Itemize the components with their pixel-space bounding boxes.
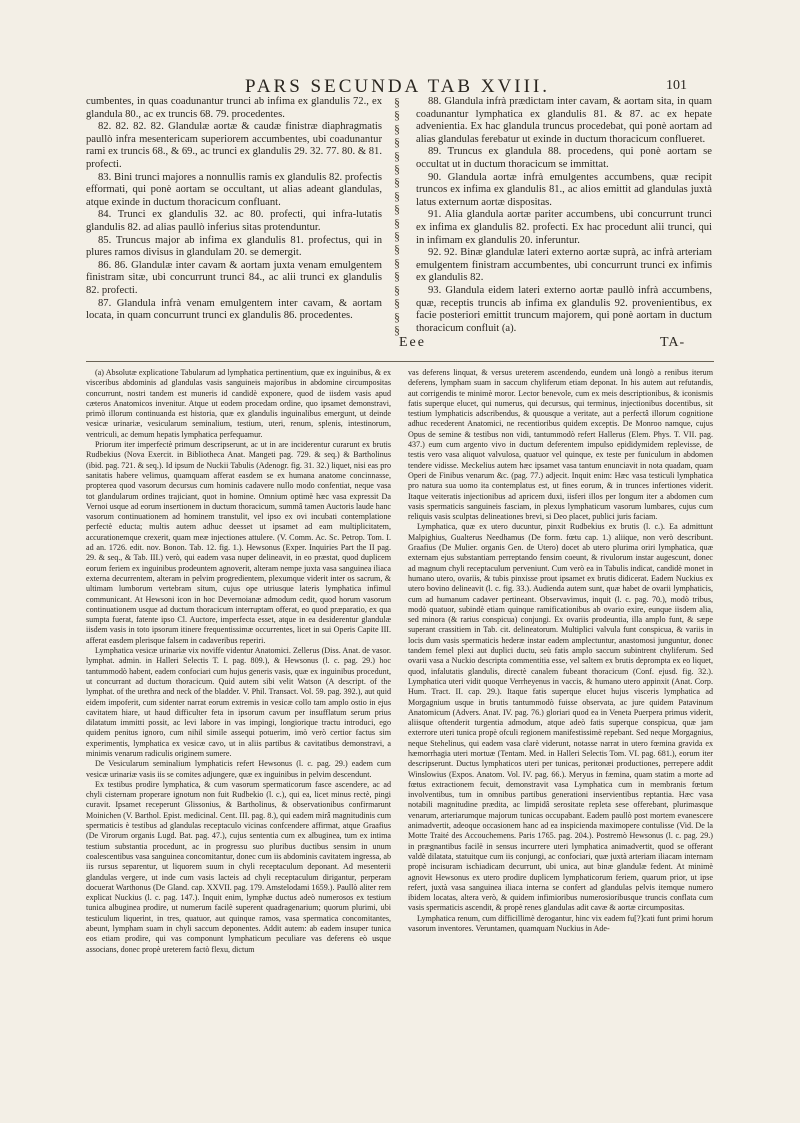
explanation-paragraph: 91. Alia glandula aortæ pariter accumbens, ubi concurrunt trunci ex infima ex glandulis 82. profecti. Ex hac procedunt alii trunci, qui in infimam ex glandulis 20. inferuntur. xyxy=(416,209,712,246)
catchword: TA- xyxy=(660,335,686,350)
explanation-paragraph: 92. 92. Binæ glandulæ lateri externo aortæ suprà, ac infrà arteriam emulgentem finistram accumbentes, ubi concurrunt trunci ex infimis ex glandulis 82. xyxy=(416,247,712,284)
ornament-glyph: § xyxy=(394,95,400,109)
page-title: PARS SECUNDA TAB XVIII. xyxy=(245,76,551,97)
explanation-paragraph: 85. Truncus major ab infima ex glandulis 81. profectus, qui in plures ramos divisus in glandulam 20. se demergit. xyxy=(86,234,382,259)
explanation-column-right xyxy=(416,96,712,335)
signature-mark: Eee xyxy=(399,335,426,350)
footnote-paragraph: (a) Absolutæ explicatione Tabularum ad lymphatica pertinentium, quæ ex inguinibus, & ex visceribus abdominis ad glandulas vasis sanguineis majoribus in abdomine circumpositas concurrunt, nostri tandem est muneris id candidè exponere, quod de iisdem vasis apud cæteros Anatomicos invenitur. Atque ut eodem procedam ordine, quo ipsamet demonstravi, primò illorum continuanda est historia, quæ ex glandulis inguinalibus emergunt, ut deinde vesicæ urinariæ, vesicularum seminalium, testium, uteri, renum, splenis, intestinorum, ventriculi, ac demum hepatis lymphatica perfequamur. xyxy=(86,368,391,439)
ornament-glyph: § xyxy=(394,202,400,217)
footnote-rule xyxy=(86,361,714,362)
ornament-glyph: § xyxy=(394,242,400,257)
ornament-glyph: § xyxy=(394,215,400,230)
ornament-glyph: § xyxy=(394,121,400,136)
footnote-column-left xyxy=(86,368,391,1120)
ornament-glyph: § xyxy=(394,282,400,297)
explanation-paragraph: 93. Glandula eidem lateri externo aortæ paullò infrà accumbens, quæ, receptis truncis ab infima ex glandulis 92. provenientibus, ex facie posteriori emittit truncum majorem, qui ponè aortam in ductum thoracicum confluit (a). xyxy=(416,284,712,334)
explanation-paragraph: 82. 82. 82. 82. Glandulæ aortæ & caudæ finistræ diaphragmatis paullò infra mesentericam superiorem accumbentes, ubi coadunantur rami ex truncis 68., & 69., ac trunci ex glandulis 29. 32. 77. 80. & 81. profecti. xyxy=(86,121,382,170)
footnote-paragraph: Ex testibus prodire lymphatica, & cum vasorum spermaticorum fasce ascendere, ac ad chyli cisternam properare ignotum non fuit Rudbekio (l. c.), qui ea, licet minus rectè, pingi curavit. Ipsamet receperunt Glissonius, & Bartholinus, & observationibus confirmarunt Moinichen (V. Barthol. Epist. medicinal. Cent. III. pag. 8.), qui eadem mirâ magnitudinis cum spermaticis è testibus ad glandulas receptaculo vicinas confcendere affirmat, atque Graafius (De Virorum organis Lugd. Bat. pag. 47.), cujus sententia cum ex albuginea, tum ex intima testium substantia procedunt, ac in progressu suo pluribus ductibus sensim in unum coalescentibus vasa sanguinea concomitantur, donec cum iis abdominis cavitatem ingressa, ab iis rursus separentur, ut liquorem suum in chyli receptaculum deponant. Ad mesenterii glandulas vergere, ut inde cum vasis lacteis ad chyli receptaculum dirigantur, perperam docuerat Warthonus (De Gland. cap. XXVII. pag. 179. Amstelodami 1659.). Paullò aliter rem explicat Nuckius (l. c. pag. 147.). Inquit enim, lymphæ ductus adeò numerosos ex testium tunica albuginea prodire, ut numerum facilè superent quadragenarium; quorum plurimi, ubi testiculum liquerint, in tres, quatuor, aut quinque ramos, vasa spermatica concomitantes, abeunt, lympham suam in chyli saccum deponentes. Addit autem: ab eadem insuper tunica eos etiam prodire, qui vas componunt lymphaticum peculiare vas deferens eò usque associans, donec propè ureterem factò flexu, dictum xyxy=(86,779,391,954)
ornament-glyph: § xyxy=(394,108,400,123)
explanation-paragraph: 87. Glandula infrà venam emulgentem inter cavam, & aortam locata, in quam concurrunt trunci ex glandulis 86. procedentes. xyxy=(86,297,382,322)
page-number: 101 xyxy=(666,78,687,93)
ornament-glyph: § xyxy=(394,175,400,190)
footnote-paragraph: Lymphatica renum, cum difficillimè derogantur, hinc vix eadem fu[?]cati funt primi horum vasorum inventores. Veruntamen, quamquam Nuckius in Ade- xyxy=(408,913,713,934)
footnote-paragraph: Lymphatica, quæ ex utero ducuntur, pinxit Rudbekius ex brutis (l. c.). Ea admittunt Malpighius, Gualterus Needhamus (De form. fœtu cap. 1.) aliique, non verò describunt. Graafius (De Mulier. organis Gen. de Utero) docet ab utero plurima oriri lymphatica, quæ externam ejus substantiam perreptando fensim coeunt, & rivulorum instar augescunt, donec ad magnum chyli receptaculum perveniunt. Cum verò ea in Tabulis indicat, candidè monet in humano utero, ovariis, & tubis pinxisse prout ipsamet ex brutis didicerat. Eadem Nuckius ex utero bovino delineavit (l. c. fig. 33.). Audienda autem sunt, quæ habet de ovarii lymphaticis, cum ad humanum cadaver pertineant. Observavimus, inquit (l. c. pag. 70.), modò tribus, modò quatuor, subindè etiam quinque ramificationibus ab ovario exire, eunque iisdem alia, sed minora (& rarius conspicua) conjungi. Ex ovariis prodeuntia, illa amplo funt, & sæpe superant crassitiem in Tab. cit. delineatorum. Multiplici valvula funt conspicua, & variis in locis dum vasis spermaticis hederæ instar eadem amplectuntur, anastomosi junguntur, donec tandem femel plexi aut duplici ductu, seù fatis amplo saccum subintrent chyliferum. Sed ovarii vasa a Nuckio descripta commentitia esse, vel saltem ex brutis deprompta ex eo liquet, quod, infalutatis glandulis, directè canalem fubeant thoracicum (Conf. ejusd. fig. 32.). Lymphatica uteri vidit quoque Verrheyenus in vaccis, & humano utero appinxit (Anat. Corp. Hum. Tract. II. cap. 29.). Itaque fatis superque elucet hujus visceris lymphatica ad Morgagnium usque in brutis tantummodò fuisse observata, ac jure quidem Patavinum Anatomicum (Advers. Anat. IV. pag. 76.) gloriari quod ea in Veneta Puerpera primus viderit, aliisque oftenderit turgentia admodum, atque adeò fatis superque conspicua, quæ jam exterrore uteri tunica propè ofculi regionem manifestissimè repebant. Sed neque Morgagnius, neque Stehelinus, qui eadem vasa clarè viderunt, notasse narrat in utero fœmina gravida ex hæmorrhagia uteri mortuæ (Tentam. Med. in Halleri Selectis Tom. VI. pag. 681.), eorum iter descripserunt. Ductus lymphaticos uteri per tunicas, peritonæi productiones, perrepere addit Winslowius (Expos. Anatom. Vol. IV. pag. 66.). Meryus in fæmina, quam statim a morte ad fœtus extractionem fecuit, demonstravit vasa Lymphatica cum in membranis fœtum involventibus, tum in omnibus partibus generationi inservientibus reptantia. Hæc vasa notabili magnitudine prædita, ac limpidâ serositate repleta sese offerebant, plurimasque venarum, arteriarumque majorum tunicas occupabant. Eadem paullò post mortem evanescere animadvertit, adeoque occasionem hanc ad ea inspicienda maximopere contulisse (Vid. De la Motte Traité des Accouchemens. Paris 1765. pag. 204.). Postremò Hewsonus (l. c. pag. 29.) in prægnantibus facilè in sensus incurrere uteri lymphatica animadvertit, quod se offerant valdè dilatata, statuitque cum iis conjungi, ac confociari, quæ juxtà arteriam iliacam internam propè incisuram ischiadicam decurrunt, ubi unica, aut binæ glandulæ fedent. At minimè agnovit Hewsonus ex utero prodire duplicem lymphaticorum feriem, quarum prior, ut ipse refert, juxtà vasa sanguinea iliaca interna se confert ad glandulas pelvis itemque numero ibidem locatas, altera verò, & quidem infimioribus numerosioribusque truncis conflata cum vasis spermaticis ascendit, & propè renes glandulas adit cavæ & aortæ circumpositas. xyxy=(408,522,713,913)
footnote-paragraph: Priorum iter imperfectè primum descripserunt, ac ut in are inciderentur curarunt ex brutis Rudbekius (Nova Exercit. in Bibliotheca Anat. Mangeti pag. 729. & seq.) & Bartholinus (ibid. pag. 721. & seq.). Id ipsum de Nuckii Tabulis (Adenogr. fig. 31. 32.) liquet, nisi eas pro sanitatis habere velimus, quamquam afferat easdem se ex humana anatome concinnasse, propterea quod vasorum decursus cum hominis cadavere nullo modo confentiat, neque vasa tot glandularum ordines trajiciant, quot in homine. Omnium optimè hæc vasa expressit Da Vernoi usque ad eorum insertionem in ductum thoracicum, summâ tamen Auctoris laude hanc vasorum continuationem ad hominem transtulit, vel ipso ex ovi incubati contemplatione perfectè educta; multis autem adhuc deesset ut ipsamet ad eam multiplicitatem, accurationemque crexerit, quam meæ injectiones attulere. (V. Comm. Ac. Sc. Petrop. Tom. I. ad an. 1726. edit. nov. Bonon. Tab. 12. fig. 1.). Hewsonus (Exper. Inquiries Part the II pag. 29. & seq., & Tab. III.) verò, qui eadem vasa nuper delineavit, in eo præstat, quod duplicem eorum feriem ex inguinibus prodeuntem agnoverit, alteram nempe juxta vasa sanguinea iliaca externa decurrentem, alteram in pelvim progredientem, plexumque viderit inter os sacrum, & ultimam lumborum vertebram situm, cujus ope utriusque lateris lymphatica infimul communicant. At Hewsoni icon in hoc Devernoianæ admodum cedit, quod horum vasorum continuationem usque ad ductum thoracicum interruptam offerat, eo quod præparatio, ex qua sumpta fuerat, fatente ipso Cl. Auctore, imperfecta esset, atque in ea desiderentur glandulæ iisdem vasis in toto ipsorum itinere frequentissimæ occurrentes, licet in sui Operis Capite III. afferat easdem plerisque falsem in cadaveribus reperiri. xyxy=(86,440,391,645)
explanation-paragraph: 88. Glandula infrà prædictam inter cavam, & aortam sita, in quam coadunantur lymphatica ex glandulis 81. & 87. ac ex hepate advenientia. Ex hac glandula truncus procedebat, qui ponè aortam ad alias glandulas ferebatur ut exinde in ductum thoracicum conflueret. xyxy=(416,96,712,145)
ornament-glyph: § xyxy=(394,148,400,163)
explanation-paragraph: 90. Glandula aortæ infrà emulgentes accumbens, quæ recipit truncos ex infima ex glandulis 81., ac alios emittit ad glandulas juxtà latus externum aortæ dispositas. xyxy=(416,171,712,208)
explanation-column-left xyxy=(86,96,382,323)
ornament-glyph: § xyxy=(394,162,400,177)
explanation-paragraph: 83. Bini trunci majores a nonnullis ramis ex glandulis 82. profectis efformati, qui ponè aortam se occultant, ut alias adeant glandulas, atque exinde in ductum thoracicum confluant. xyxy=(86,171,382,208)
footnote-paragraph: Lymphatica vesicæ urinariæ vix noviffe videntur Anatomici. Zellerus (Diss. Anat. de vasor. lymphat. admin. in Halleri Selectis T. I. pag. 809.), & Hewsonus (l. c. pag. 29.) hoc tantummodò habent, eadem confociari cum hujus generis vasis, quæ ex inguinibus procedunt, ut concurrant ad ductum thoracicum. Quid autem sibi velit Watson (A descript. of the lymphat. of the urethra and neck of the bladder. V. Phil. Transact. Vol. 59. pag. 392.), aut quid eidem impoferit, cum sidenter narrat eorum extremis in vesicæ collo tam amplo ostio in ejus cavitatem hiare, ut haud difficulter feta in ipsorum cavum per insufflatum serum prius dilatatum immitti possit, ac levi labore in vas impingi, longiorique tractu introduci, ego quidem penitus ignoro, cum nihil simile assequi potuerim, imò verò certior factus sim experimentis, lymphatica ex vesicæ cavo, ut in aliis partibus & cavitatibus demonstravi, a minimis venarum radiculis originem sumere. xyxy=(86,646,391,758)
explanation-paragraph: 84. Trunci ex glandulis 32. ac 80. profecti, qui infra-lutatis glandulis 82. ad alias paullò inferius sitas protenduntur. xyxy=(86,209,382,233)
ornament-glyph: § xyxy=(394,296,400,311)
explanation-paragraph: cumbentes, in quas coadunantur trunci ab infima ex glandulis 72., ex glandula 80., ac ex truncis 68. 79. procedentes. xyxy=(86,96,382,120)
ornament-glyph: § xyxy=(394,135,400,150)
ornament-glyph: § xyxy=(394,255,400,270)
ornament-glyph: § xyxy=(394,229,400,244)
ornament-glyph: § xyxy=(394,309,400,324)
footnote-paragraph: vas deferens linquat, & versus ureterem ascendendo, eundem unà longò a renibus iterum deferens, lympham suam in saccum chyliferum etiam deponat. In his autem aut refutandis, aut corrigendis te minimè moror. Lector benevole, cum ex meis descriptionibus, & iconismis fatis superque elucet, qui numerus, qui decursus, qui terminus, injectionibus docentibus, sit testium lymphaticis adscribendus, & quousque a veritate, aut a perfectâ illorum cognitione adhuc recederent Anatomici, ne recentioribus quidem exceptis. De Monroo namque, cujus Opus de semine & testibus non vidi, tantummodò refert Hallerus (Elem. Phys. T. VII. pag. 437.) eum cum argento vivo in ductum deferentem impulso epididymidem replevisse, de testis vero vasa aliquot valvulosa, quatuor vel quinque, ex teste per funiculum in abdomen tendere vidisse. Meckelius autem hæc ipsamet vasa tantum enunciavit in nota quadam, quam Operi de Finibus venarum &c. (pag. 77.) adjecit. Inquit enim: Hæc vasa testiculi lymphatica pro natura sua uomo ita contemplatus est, ut fines eorum, & in trunces infertiones viderit. Itaque veiteratis injectionibus ad apricem duxi, iisferi illos per longum iter a abdomen cum vasis spermaticis sanguineis fasciam, in plexus lymphaticum vasorum lumbares, cujus cum reliquis vasis sculptas delineationes brevi, si Deo placet, publici juris faciam. xyxy=(408,368,713,522)
footnote-paragraph: De Vesicularum seminalium lymphaticis refert Hewsonus (l. c. pag. 29.) eadem cum vesicæ urinariæ vasis iis se comites adjungere, quæ ex inguinibus in pelvim descendunt. xyxy=(86,759,391,779)
explanation-paragraph: 89. Truncus ex glandula 88. procedens, qui ponè aortam se occultat ut in ductum thoracicum se immittat. xyxy=(416,146,712,170)
ornament-glyph: § xyxy=(394,188,400,203)
explanation-paragraph: 86. 86. Glandulæ inter cavam & aortam juxta venam emulgentem finistram sitæ, ubi concurrunt trunci 84., ac alii trunci ex glandulis 82. profecti. xyxy=(86,259,382,296)
column-divider-ornament xyxy=(388,96,406,336)
plate-explanation xyxy=(86,96,714,342)
ornament-glyph: § xyxy=(394,269,400,284)
ornament-glyph: § xyxy=(394,322,400,337)
footnote-column-right xyxy=(408,368,713,1120)
footnotes xyxy=(86,368,716,1120)
